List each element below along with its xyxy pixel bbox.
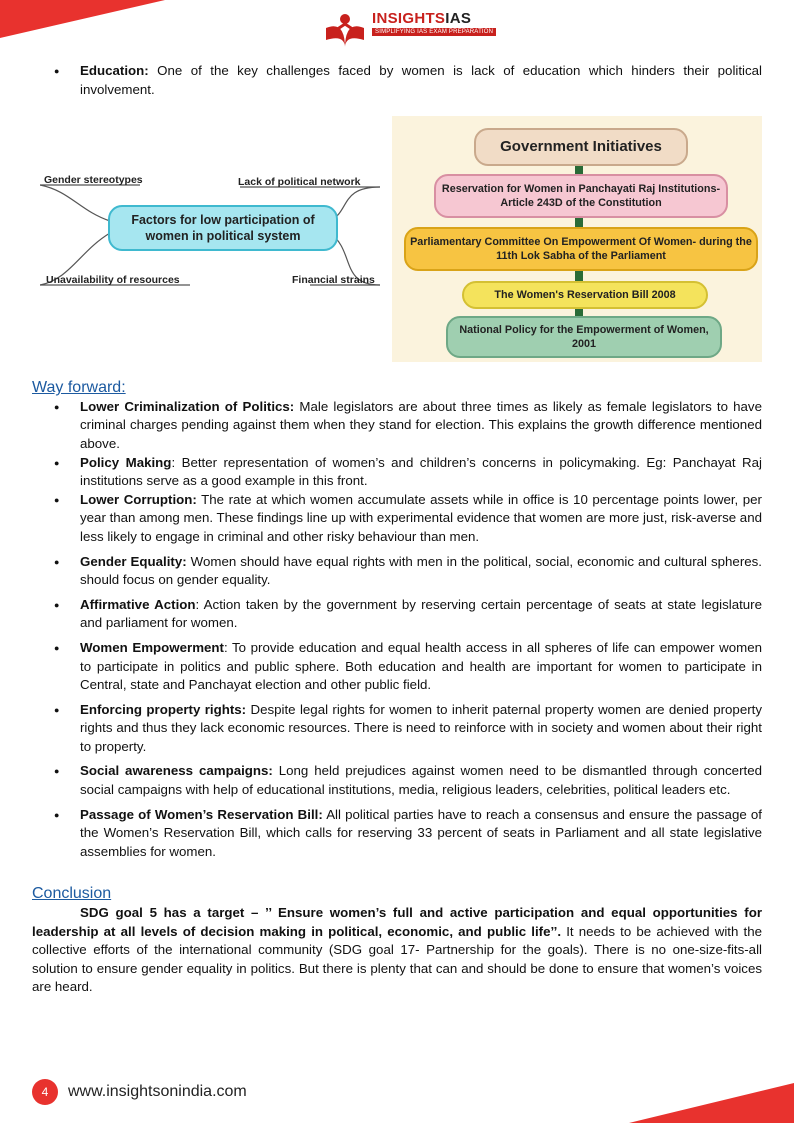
list-item: [32, 553, 762, 590]
bullet-label: Policy Making: [80, 454, 172, 470]
bullet-label: Women Empowerment: [80, 639, 224, 655]
bullet-text: : Better representation of women’s and children’s concerns in policymaking. Eg: Panchayat Raj institutions serve as a good example in this front.: [80, 454, 763, 489]
conclusion-paragraph: [32, 904, 762, 997]
list-item: [32, 596, 762, 633]
conclusion-bold: SDG goal 5 has a target – ’’ Ensure women’s full and active participation and equal opportunities for leadership at all levels of decision making in political, economic, and public life’’.: [32, 905, 762, 939]
bullet-text: Long held prejudices against women need to be dismantled through concerted social campaigns with help of educational institutions, media, religious leaders, celebrities, political leaders etc.: [80, 763, 762, 798]
initiative-reservation-bill-2008: The Women's Reservation Bill 2008: [462, 281, 708, 309]
page-footer: [32, 1079, 247, 1105]
page-number: 4: [32, 1079, 58, 1105]
bullet-text: All political parties have to reach a consensus and ensure the passage of the Women’s Reservation Bill, which calls for reserving 33 percent of seats in Parliament and all state legislative assemblies for women.: [80, 806, 762, 859]
bullet-label: Affirmative Action: [80, 596, 196, 612]
bullet-text: Male legislators are about three times as likely as female legislators to have criminal charges pending against them when they stand for election. This explains the growth difference mentioned above.: [80, 398, 762, 451]
insightsias-logo: [322, 10, 496, 50]
logo-book-icon: [322, 10, 368, 50]
government-initiatives-diagram: [392, 116, 762, 362]
conclusion-heading: Conclusion: [32, 885, 112, 903]
figures-row: [32, 116, 762, 374]
bullet-text: Despite legal rights for women to inherit paternal property women are denied property rights and thus they lack economic resources. There is need to reinforce with in society and women about their right to property.: [80, 701, 762, 754]
initiative-panchayati-raj: Reservation for Women in Panchayati Raj Institutions- Article 243D of the Constitution: [434, 174, 728, 218]
page-content: [32, 62, 762, 997]
logo-tagline: SIMPLIFYING IAS EXAM PREPARATION: [372, 28, 496, 36]
list-item: [32, 701, 762, 757]
bullet-text: Women should have equal rights with men in the political, social, economic and cultural spheres. should focus on gender equality.: [80, 553, 762, 588]
intro-list: [32, 62, 762, 99]
list-item-education: [32, 62, 762, 99]
footer-corner-decoration: [629, 1083, 794, 1123]
list-item: [32, 491, 762, 547]
bullet-text: : Action taken by the government by reserving certain percentage of seats at state legislature and parliament for women.: [80, 596, 763, 631]
initiative-parliamentary-committee: Parliamentary Committee On Empowerment Of Women- during the 11th Lok Sabha of the Parliament: [404, 227, 758, 271]
way-forward-list: [32, 398, 762, 862]
header-corner-decoration: [0, 0, 165, 38]
bullet-label: Lower Criminalization of Politics:: [80, 398, 295, 414]
bullet-label: Enforcing property rights:: [80, 701, 247, 717]
mindmap-center-node: Factors for low participation of women in political system: [108, 205, 338, 251]
initiatives-title: Government Initiatives: [474, 128, 688, 166]
footer-website-link[interactable]: www.insightsonindia.com: [68, 1083, 247, 1100]
bullet-label: Gender Equality:: [80, 553, 187, 569]
list-item: [32, 806, 762, 862]
initiative-national-policy: National Policy for the Empowerment of Women, 2001: [446, 316, 722, 358]
mindmap-financial-strains: Financial strains: [292, 274, 375, 287]
conclusion-text: It needs to be achieved with the collective efforts of the international community (SDG goal 17- Partnership for the goals). There is no one-size-fits-all solution to ensure gender equality in politics. But there is plenty that can and should be done to ensure that women’s voices are heard.: [32, 923, 762, 995]
bullet-text: : To provide education and equal health access in all spheres of life can empower women to participate in politics and public sphere. Both education and health are important for women to participate in Central, state and Panchayat election and other public field.: [80, 639, 762, 693]
logo-name-dark: IAS: [445, 10, 472, 27]
factors-mindmap: [40, 171, 388, 311]
bullet-label: Social awareness campaigns:: [80, 763, 273, 779]
bullet-text: One of the key challenges faced by women is lack of education which hinders their political involvement.: [80, 63, 762, 97]
bullet-label: Lower Corruption:: [80, 491, 197, 507]
bullet-label: Passage of Women’s Reservation Bill:: [80, 806, 323, 822]
bullet-label: Education:: [80, 63, 149, 78]
mindmap-unavailability-resources: Unavailability of resources: [46, 274, 180, 287]
list-item: [32, 762, 762, 799]
way-forward-heading: Way forward:: [32, 379, 126, 397]
list-item: [32, 398, 762, 454]
mindmap-lack-of-network: Lack of political network: [238, 176, 361, 189]
logo-name-red: INSIGHTS: [372, 10, 446, 27]
mindmap-gender-stereotypes: Gender stereotypes: [44, 174, 143, 187]
list-item: [32, 454, 762, 491]
bullet-text: The rate at which women accumulate assets while in office is 10 percentage points lower, per year than among men. These findings line up with experimental evidence that women are more just, risk-averse and less likely to engage in criminal and other risky behaviour than men.: [80, 491, 762, 544]
list-item: [32, 639, 762, 695]
